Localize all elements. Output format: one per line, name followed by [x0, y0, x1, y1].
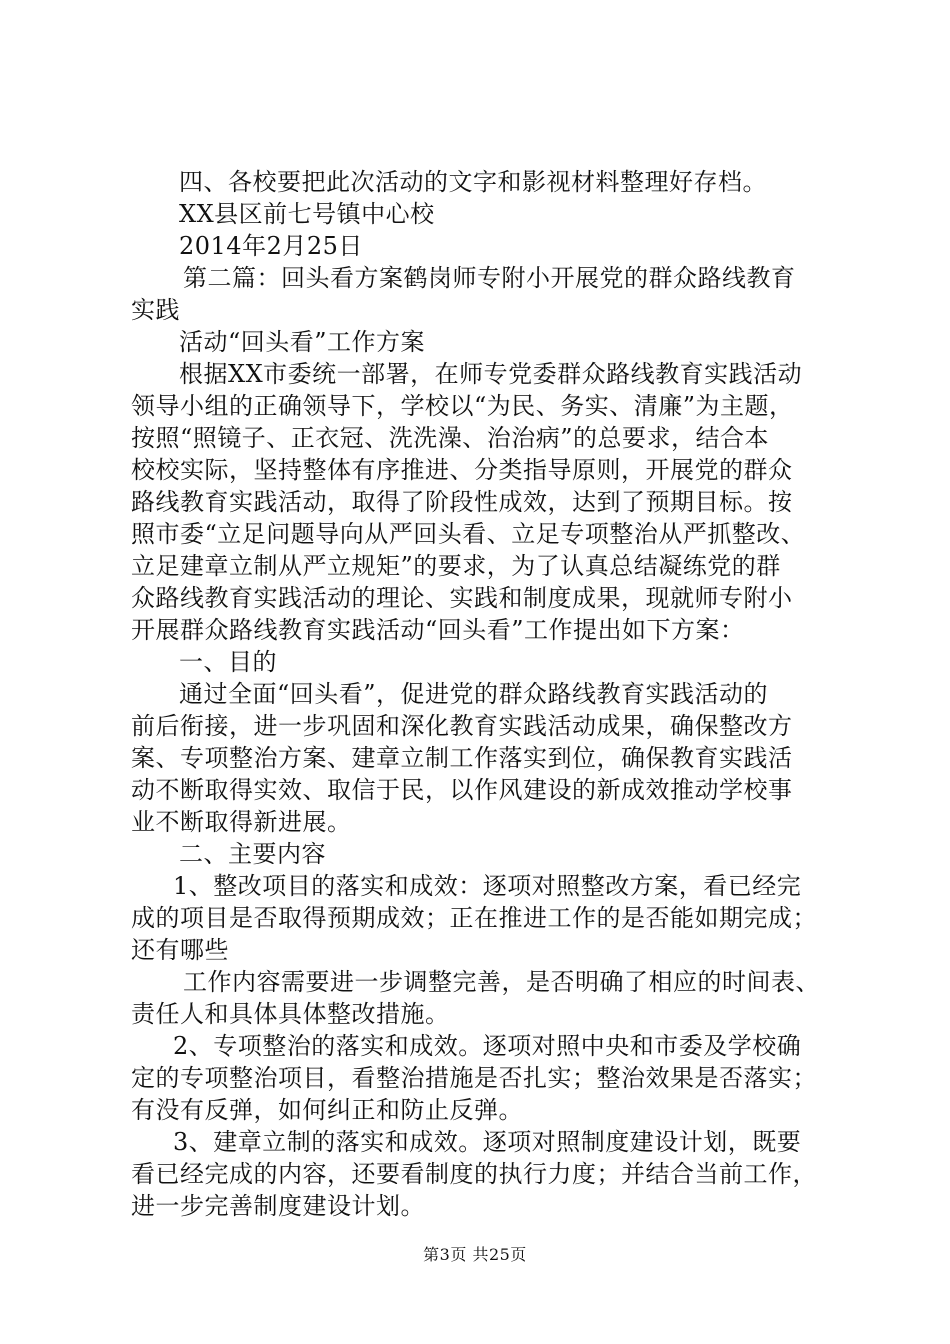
section-title-continued: 实践: [131, 296, 180, 324]
paragraph-line: 通过全面“回头看”，促进党的群众路线教育实践活动的: [179, 680, 769, 708]
paragraph-line: 还有哪些: [131, 936, 229, 964]
paragraph-line: 2、专项整治的落实和成效。逐项对照中央和市委及学校确: [173, 1032, 802, 1060]
paragraph-line: 领导小组的正确领导下，学校以“为民、务实、清廉”为主题，: [131, 392, 794, 420]
school-name: XX县区前七号镇中心校: [179, 200, 435, 228]
paragraph-line: 3、建章立制的落实和成效。逐项对照制度建设计划，既要: [173, 1128, 802, 1156]
paragraph-line: 业不断取得新进展。: [131, 808, 352, 836]
paragraph-line: 按照“照镜子、正衣冠、洗洗澡、治治病”的总要求，结合本: [131, 424, 770, 452]
paragraph-line: 动不断取得实效、取信于民，以作风建设的新成效推动学校事: [131, 776, 793, 804]
paragraph-line: 立足建章立制从严立规矩”的要求，为了认真总结凝练党的群: [131, 552, 781, 580]
paragraph-line: 照市委“立足问题导向从严回头看、立足专项整治从严抓整改、: [131, 520, 806, 548]
paragraph-line: 根据XX市委统一部署，在师专党委群众路线教育实践活动: [179, 360, 803, 388]
document-body: [131, 166, 831, 1222]
paragraph-line: 众路线教育实践活动的理论、实践和制度成果，现就师专附小: [131, 584, 793, 612]
page-indicator: 第3页 共25页: [423, 1245, 527, 1264]
paragraph-line: 有没有反弹，如何纠正和防止反弹。: [131, 1096, 523, 1124]
plan-title: 活动“回头看”工作方案: [179, 328, 426, 356]
paragraph-line: 进一步完善制度建设计划。: [131, 1192, 425, 1220]
heading-purpose: 一、目的: [179, 648, 277, 676]
paragraph-line: 看已经完成的内容，还要看制度的执行力度；并结合当前工作，: [131, 1160, 817, 1188]
heading-main-content: 二、主要内容: [179, 840, 326, 868]
paragraph-line: 责任人和具体具体整改措施。: [131, 1000, 450, 1028]
paragraph-line: 定的专项整治项目，看整治措施是否扎实；整治效果是否落实；: [131, 1064, 817, 1092]
paragraph-line: 路线教育实践活动，取得了阶段性成效，达到了预期目标。按: [131, 488, 793, 516]
paragraph-line: 工作内容需要进一步调整完善，是否明确了相应的时间表、: [183, 968, 820, 996]
paragraph-line: 成的项目是否取得预期成效；正在推进工作的是否能如期完成；: [131, 904, 817, 932]
paragraph-line: 开展群众路线教育实践活动“回头看”工作提出如下方案：: [131, 616, 745, 644]
paragraph-line: 1、整改项目的落实和成效：逐项对照整改方案，看已经完: [173, 872, 802, 900]
paragraph-line: 校校实际，坚持整体有序推进、分类指导原则，开展党的群众: [131, 456, 793, 484]
paragraph-line: 四、各校要把此次活动的文字和影视材料整理好存档。: [179, 168, 767, 196]
section-title: 第二篇：回头看方案鹤岗师专附小开展党的群众路线教育: [183, 264, 796, 292]
document-date: 2014年2月25日: [179, 232, 363, 260]
paragraph-line: 案、专项整治方案、建章立制工作落实到位，确保教育实践活: [131, 744, 793, 772]
paragraph-line: 前后衔接，进一步巩固和深化教育实践活动成果，确保整改方: [131, 712, 793, 740]
